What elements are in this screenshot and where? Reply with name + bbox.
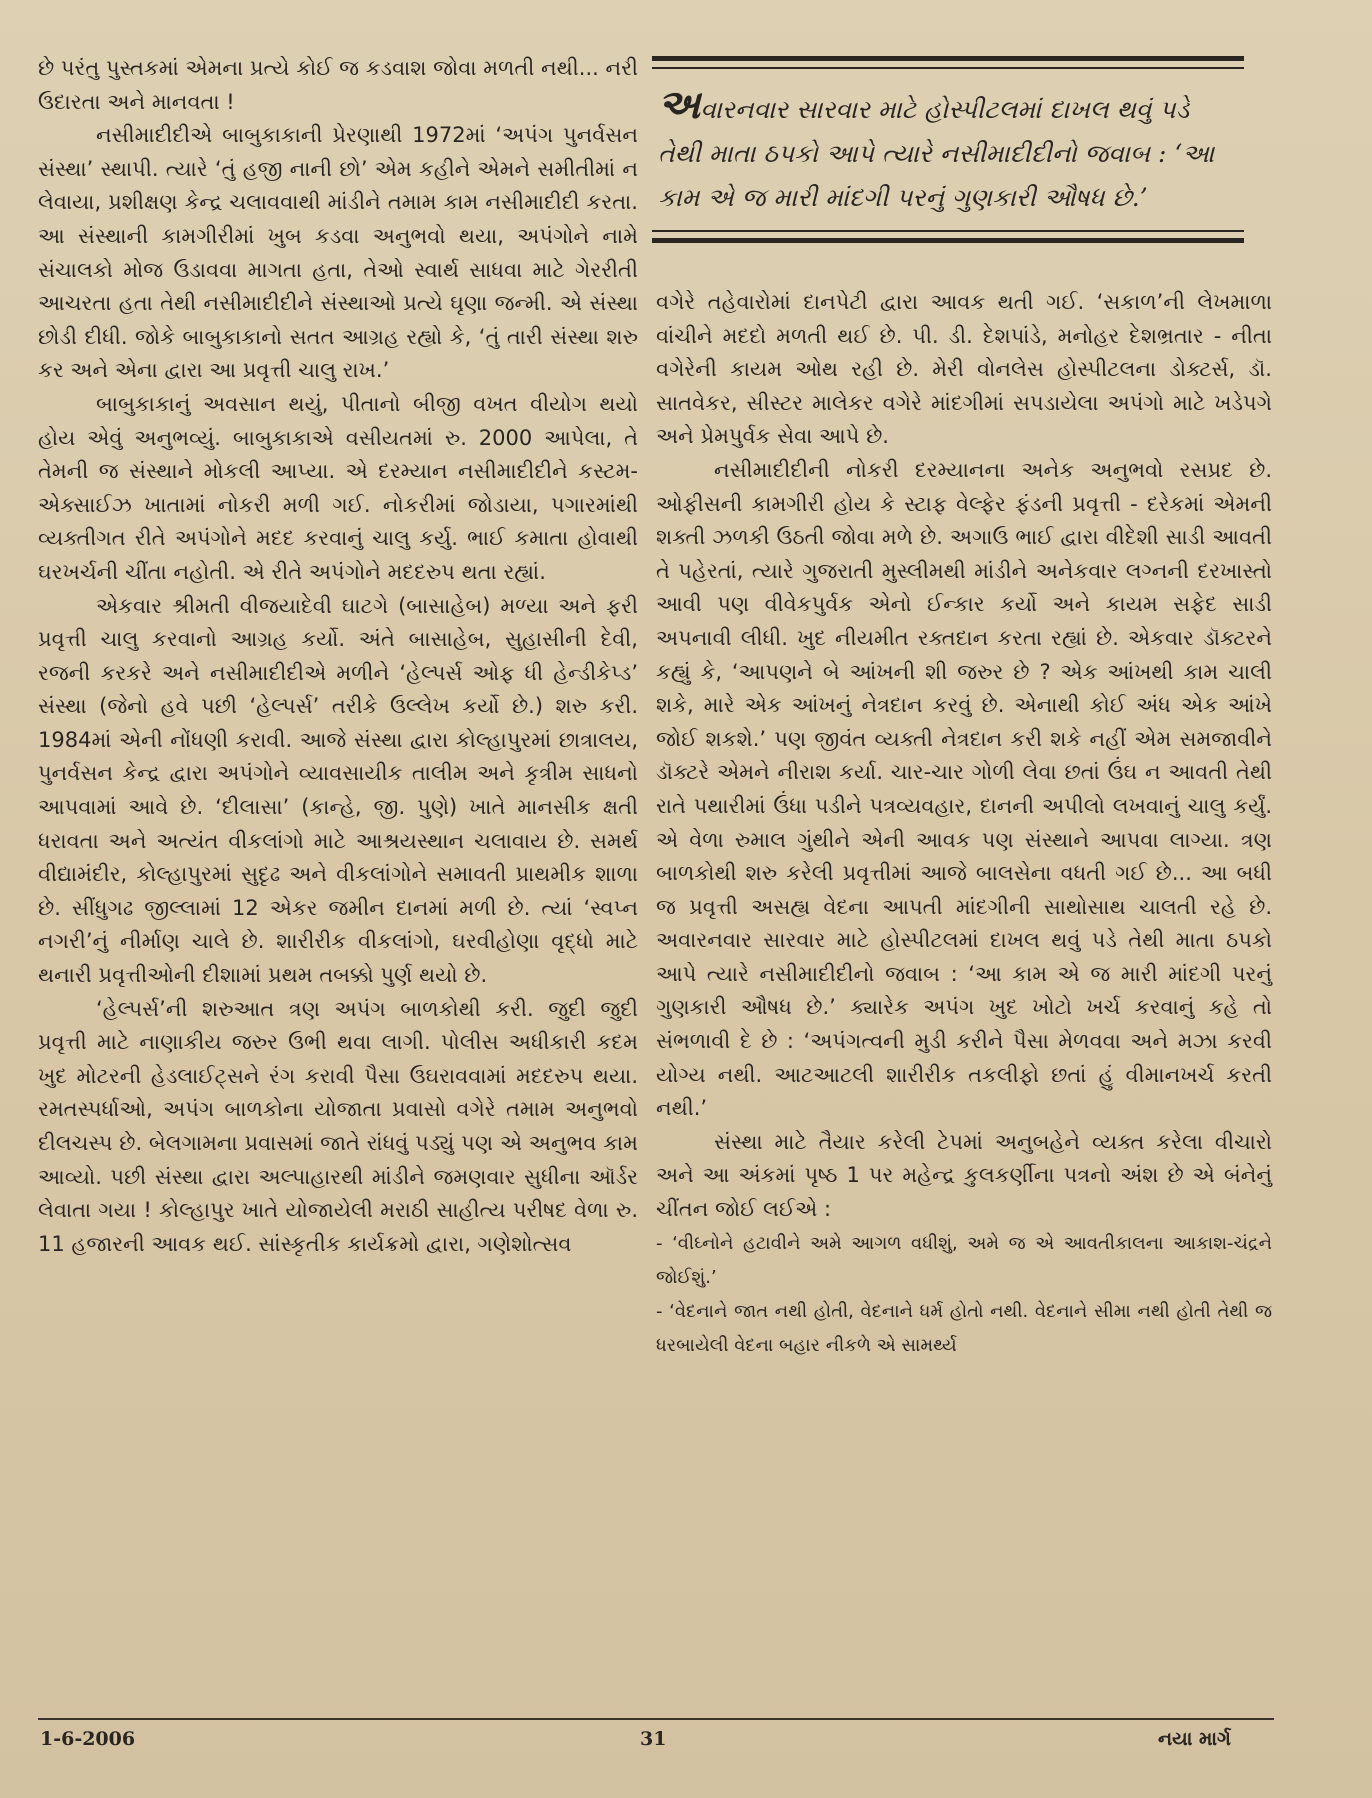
left-column <box>38 52 638 1261</box>
publication-name: નયા માર્ગ <box>1158 1728 1231 1750</box>
footer-date: 1-6-2006 <box>40 1728 136 1750</box>
pull-quote-top-rule <box>652 67 1244 69</box>
pull-quote-body: વારનવાર સારવાર માટે હોસ્પીટલમાં દાખલ થવું પડે તેથી માતા ઠપકો આપે ત્યારે નસીમાદીદીનો જવાબ : ‘આ કામ એ જ મારી માંદગી પરનું ગુણકારી ઔષધ છે.’ <box>658 95 1215 212</box>
paragraph: છે પરંતુ પુસ્તકમાં એમના પ્રત્યે કોઈ જ કડવાશ જોવા મળતી નથી... નરી ઉદારતા અને માનવતા ! <box>38 56 638 114</box>
page-number: 31 <box>640 1728 667 1750</box>
pull-quote <box>652 56 1244 243</box>
paragraph: સંસ્થા માટે તૈયાર કરેલી ટેપમાં અનુબહેને વ્યક્ત કરેલા વીચારો અને આ અંકમાં પૃષ્ઠ 1 પર મહેન્દ્ર કુલકર્ણીના પત્રનો અંશ છે એ બંનેનું ચીંતન જોઈ લઈએ : <box>656 1129 1272 1222</box>
pull-quote-bottom-rule <box>652 230 1244 232</box>
pull-quote-dropcap: અ <box>658 81 701 128</box>
pull-quote-text <box>658 83 1238 220</box>
footer-rule <box>38 1718 1274 1720</box>
quote-line: - ‘વેદનાને જાત નથી હોતી, વેદનાને ધર્મ હોતો નથી. વેદનાને સીમા નથી હોતી તેથી જ ધરબાયેલી વેદના બહાર નીકળે એ સામર્થ્ય <box>656 1300 1272 1356</box>
quote-line: - ‘વીઘ્નોને હટાવીને અમે આગળ વધીશું, અમે જ એ આવતીકાલના આકાશ-ચંદ્રને જોઈશું.’ <box>656 1232 1272 1288</box>
paragraph: નસીમાદીદીએ બાબુકાકાની પ્રેરણાથી 1972માં ‘અપંગ પુનર્વસન સંસ્થા’ સ્થાપી. ત્યારે ‘તું હજી નાની છો’ એમ કહીને એમને સમીતીમાં ન લેવાયા, પ્રશીક્ષણ કેન્દ્ર ચલાવવાથી માંડીને તમામ કામ નસીમાદીદી કરતા. આ સંસ્થાની કામગીરીમાં ખુબ કડવા અનુભવો થયા, અપંગોને નામે સંચાલકો મોજ ઉડાવવા માગતા હતા, તેઓ સ્વાર્થ સાધવા માટે ગેરરીતી આચરતા હતા તેથી નસીમાદીદીને સંસ્થાઓ પ્રત્યે ઘૃણા જન્મી. એ સંસ્થા છોડી દીધી. જોકે બાબુકાકાનો સતત આગ્રહ રહ્યો કે, ‘તું તારી સંસ્થા શરુ કર અને એના દ્વારા આ પ્રવૃત્તી ચાલુ રાખ.’ <box>38 123 638 383</box>
paragraph: વગેરે તહેવારોમાં દાનપેટી દ્વારા આવક થતી ગઈ. ‘સકાળ’ની લેખમાળા વાંચીને મદદો મળતી થઈ છે. પી. ડી. દેશપાંડે, મનોહર દેશભ્રતાર - નીતા વગેરેની કાયમ ઓથ રહી છે. મેરી વોનલેસ હોસ્પીટલના ડોક્ટર્સ, ડૉ. સાતવેકર, સીસ્ટર માલેકર વગેરે માંદગીમાં સપડાયેલા અપંગો માટે ખડેપગે અને પ્રેમપુર્વક સેવા આપે છે. <box>656 290 1272 449</box>
right-column <box>656 286 1272 1363</box>
paragraph: નસીમાદીદીની નોકરી દરમ્યાનના અનેક અનુભવો રસપ્રદ છે. ઓફીસની કામગીરી હોય કે સ્ટાફ વેલ્ફેર ફંડની પ્રવૃત્તી - દરેકમાં એમની શક્તી ઝળકી ઉઠતી જોવા મળે છે. અગાઉ ભાઈ દ્વારા વીદેશી સાડી આવતી તે પહેરતાં, ત્યારે ગુજરાતી મુસ્લીમથી માંડીને અનેકવાર લગ્નની દરખાસ્તો આવી પણ વીવેકપુર્વક એનો ઈન્કાર કર્યો અને કાયમ સફેદ સાડી અપનાવી લીધી. ખુદ નીયમીત રક્તદાન કરતા રહ્યાં છે. એકવાર ડૉક્ટરને કહ્યું કે, ‘આપણને બે આંખની શી જરુર છે ? એક આંખથી કામ ચાલી શકે, મારે એક આંખનું નેત્રદાન કરવું છે. એનાથી કોઈ અંધ એક આંખે જોઈ શકશે.’ પણ જીવંત વ્યક્તી નેત્રદાન કરી શકે નહીં એમ સમજાવીને ડૉક્ટરે એમને નીરાશ કર્યા. ચાર-ચાર ગોળી લેવા છતાં ઉંઘ ન આવતી તેથી રાતે પથારીમાં ઉંધા પડીને પત્રવ્યવહાર, દાનની અપીલો લખવાનું ચાલુ કર્યું. એ વેળા રુમાલ ગુંથીને એની આવક પણ સંસ્થાને આપવા લાગ્યા. ત્રણ બાળકોથી શરુ કરેલી પ્રવૃત્તીમાં આજે બાલસેના વધતી ગઈ છે... આ બધી જ પ્રવૃત્તી અસહ્ય વેદના આપતી માંદગીની સાથોસાથ ચાલતી રહે છે. અવારનવાર સારવાર માટે હોસ્પીટલમાં દાખલ થવું પડે તેથી માતા ઠપકો આપે ત્યારે નસીમાદીદીનો જવાબ : ‘આ કામ એ જ મારી માંદગી પરનું ગુણકારી ઔષધ છે.’ ક્યારેક અપંગ ખુદ ખોટો ખર્ચ કરવાનું કહે તો સંભળાવી દે છે : ‘અપંગત્વની મુડી કરીને પૈસા મેળવવા અને મઝા કરવી યોગ્ય નથી. આટઆટલી શારીરીક તકલીફો છતાં હું વીમાનખર્ચ કરતી નથી.’ <box>656 457 1272 1121</box>
paragraph: એકવાર શ્રીમતી વીજયાદેવી ઘાટગે (બાસાહેબ) મળ્યા અને ફરી પ્રવૃત્તી ચાલુ કરવાનો આગ્રહ કર્યો. અંતે બાસાહેબ, સુહાસીની દેવી, રજની કરકરે અને નસીમાદીદીએ મળીને ‘હેલ્પર્સ ઓફ ધી હેન્ડીકેપ્ડ’ સંસ્થા (જેનો હવે પછી ‘હેલ્પર્સ’ તરીકે ઉલ્લેખ કર્યો છે.) શરુ કરી. 1984માં એની નોંધણી કરાવી. આજે સંસ્થા દ્વારા કોલ્હાપુરમાં છાત્રાલય, પુનર્વસન કેન્દ્ર દ્વારા અપંગોને વ્યાવસાયીક તાલીમ અને કૃત્રીમ સાધનો આપવામાં આવે છે. ‘દીલાસા’ (કાન્હે, જી. પુણે) ખાતે માનસીક ક્ષતી ધરાવતા અને અત્યંત વીકલાંગો માટે આશ્રયસ્થાન ચલાવાય છે. સમર્થ વીદ્યામંદીર, કોલ્હાપુરમાં સુદૃઢ અને વીકલાંગોને સમાવતી પ્રાથમીક શાળા છે. સીંધુગઢ જીલ્લામાં 12 એકર જમીન દાનમાં મળી છે. ત્યાં ‘સ્વપ્ન નગરી’નું નીર્માણ ચાલે છે. શારીરીક વીકલાંગો, ઘરવીહોણા વૃદ્ધો માટે થનારી પ્રવૃત્તીઓની દીશામાં પ્રથમ તબક્કો પુર્ણ થયો છે. <box>38 593 638 988</box>
paragraph: બાબુકાકાનું અવસાન થયું, પીતાનો બીજી વખત વીયોગ થયો હોય એવું અનુભવ્યું. બાબુકાકાએ વસીયતમાં રુ. 2000 આપેલા, તે તેમની જ સંસ્થાને મોકલી આપ્યા. એ દરમ્યાન નસીમાદીદીને કસ્ટમ-એક્સાઈઝ ખાતામાં નોકરી મળી ગઈ. નોકરીમાં જોડાયા, પગારમાંથી વ્યક્તીગત રીતે અપંગોને મદદ કરવાનું ચાલુ કર્યુ. ભાઈ કમાતા હોવાથી ઘરખર્ચની ચીંતા નહોતી. એ રીતે અપંગોને મદદરુપ થતા રહ્યાં. <box>38 391 638 584</box>
paragraph: ‘હેલ્પર્સ’ની શરુઆત ત્રણ અપંગ બાળકોથી કરી. જુદી જુદી પ્રવૃત્તી માટે નાણાકીય જરુર ઉભી થવા લાગી. પોલીસ અધીકારી કદમ ખુદ મોટરની હેડલાઈટ્સને રંગ કરાવી પૈસા ઉઘરાવવામાં મદદરુપ થયા. રમતસ્પર્ધાઓ, અપંગ બાળકોના યોજાતા પ્રવાસો વગેરે તમામ અનુભવો દીલચસ્પ છે. બેલગામના પ્રવાસમાં જાતે રાંધવું પડ્યું પણ એ અનુભવ કામ આવ્યો. પછી સંસ્થા દ્વારા અલ્પાહારથી માંડીને જમણવાર સુધીના ઑર્ડર લેવાતા ગયા ! કોલ્હાપુર ખાતે યોજાયેલી મરાઠી સાહીત્ય પરીષદ વેળા રુ. 11 હજારની આવક થઈ. સાંસ્કૃતીક કાર્યક્રમો દ્વારા, ગણેશોત્સવ <box>38 996 638 1256</box>
